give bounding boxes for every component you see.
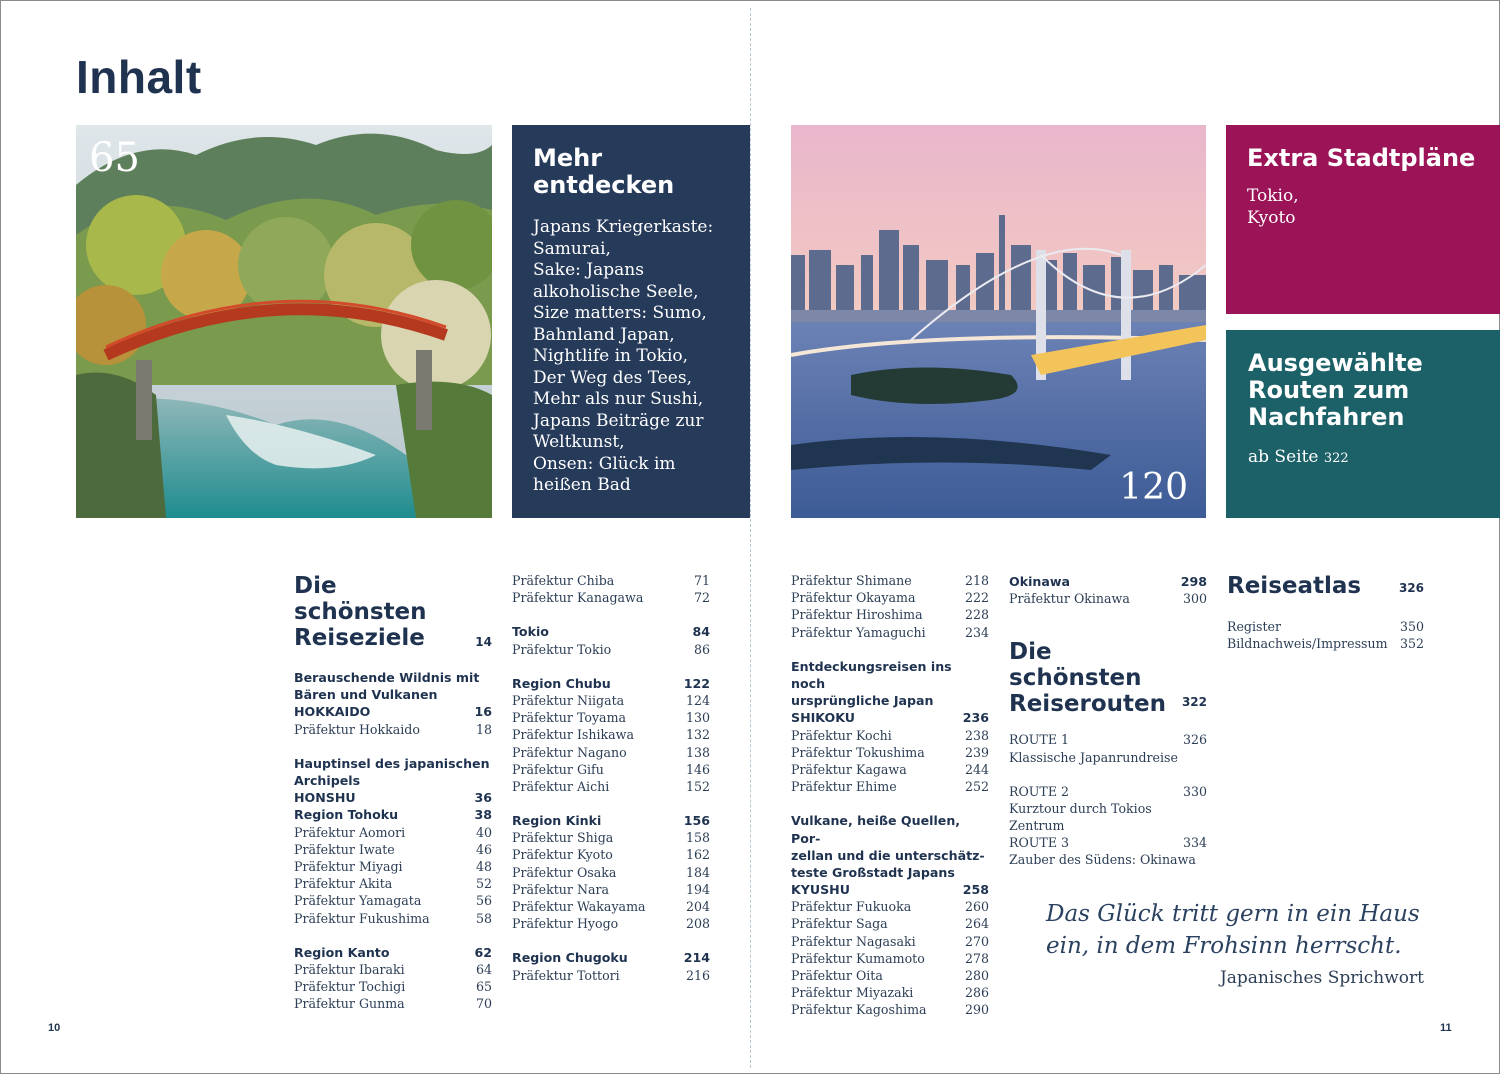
toc-entry-register[interactable] (1227, 618, 1424, 635)
toc-entry[interactable] (294, 824, 492, 841)
toc-entry-page: 64 (475, 961, 492, 977)
toc-entry[interactable] (294, 978, 492, 995)
toc-entry-label: Präfektur Yamaguchi (791, 624, 926, 640)
toc-entry-page: 228 (964, 607, 989, 623)
toc-entry[interactable] (294, 721, 492, 738)
toc-entry-label: Präfektur Tokushima (791, 744, 925, 760)
toc-entry-page: 260 (964, 899, 989, 915)
toc-entry[interactable] (294, 995, 492, 1012)
panel-mehr-entdecken (512, 125, 750, 518)
toc-entry-page: 236 (962, 710, 989, 726)
toc-entry-page: 238 (964, 727, 989, 743)
toc-entry-page: 16 (474, 704, 492, 720)
toc-entry[interactable] (294, 961, 492, 978)
panel-routen-sub-page: 322 (1323, 451, 1349, 466)
toc-entry[interactable] (512, 692, 710, 709)
toc-entry-label: Präfektur Kagoshima (791, 1002, 927, 1018)
toc-entry-hokkaido[interactable] (294, 703, 492, 720)
toc-region-desc: zellan und die unterschätz- (791, 847, 985, 863)
toc-entry[interactable] (512, 829, 710, 846)
toc-entry[interactable] (791, 1001, 989, 1018)
panel-routen-title (1248, 350, 1480, 431)
toc-entry-page: 204 (685, 899, 710, 914)
toc-entry-label: Präfektur Gunma (294, 996, 405, 1012)
panel-mehr-title-line: entdecken (533, 171, 675, 199)
toc-entry[interactable] (791, 606, 989, 623)
toc-entry[interactable] (791, 744, 989, 761)
toc-entry-label: SHIKOKU (791, 710, 855, 726)
toc-entry[interactable] (294, 875, 492, 892)
toc-entry-page: 208 (685, 916, 710, 932)
toc-entry-label: Präfektur Wakayama (512, 899, 646, 914)
panel-mehr-item: Japans Beiträge zur (533, 410, 704, 431)
toc-entry[interactable] (791, 572, 989, 589)
toc-route-label: ROUTE 1 (1009, 732, 1070, 748)
toc-entry-page: 70 (475, 996, 492, 1012)
toc-entry-label: Präfektur Kyoto (512, 847, 613, 863)
panel-stadtplaene-list (1247, 186, 1480, 229)
toc-entry-label: Präfektur Ibaraki (294, 961, 405, 977)
toc-entry-page: 290 (964, 1002, 989, 1018)
toc-entry-page: 239 (964, 744, 989, 760)
toc-entry[interactable] (791, 761, 989, 778)
panel-mehr-item: Sake: Japans (533, 260, 644, 280)
toc-entry-okinawa[interactable] (1009, 573, 1207, 590)
toc-entry-label: Region Kinki (512, 813, 602, 829)
toc-region-desc: Berauschende Wildnis mit (294, 670, 480, 685)
toc-region-desc: teste Großstadt Japans (791, 864, 955, 880)
toc-region-desc: Entdeckungsreisen ins noch (791, 658, 952, 691)
toc-entry[interactable] (512, 641, 710, 658)
toc-entry[interactable] (512, 915, 710, 932)
toc-entry-label: Region Tohoku (294, 807, 399, 823)
toc-entry-honshu[interactable] (294, 789, 492, 806)
toc-entry-page: 280 (964, 968, 989, 984)
toc-entry-kinki[interactable] (512, 812, 710, 829)
panel-mehr-item: Nightlife in Tokio, (533, 346, 689, 366)
toc-entry-page: 152 (685, 778, 710, 794)
toc-entry[interactable] (512, 726, 710, 743)
toc-entry-page: 62 (474, 944, 492, 960)
toc-entry-label: Präfektur Osaka (512, 864, 617, 880)
toc-entry-page: 194 (685, 881, 710, 897)
quote-line: ein, in dem Frohsinn herrscht. (1046, 933, 1402, 959)
toc-route-label: ROUTE 3 (1009, 835, 1070, 851)
toc-entry[interactable] (512, 572, 710, 589)
toc-entry-page: 52 (475, 876, 492, 892)
toc-entry-label: Präfektur Hiroshima (791, 607, 923, 623)
panel-extra-stadtplaene (1226, 125, 1500, 314)
toc-entry-page: 46 (475, 841, 492, 857)
photo2-page-number: 120 (1119, 467, 1188, 508)
toc-entry-page: 48 (475, 858, 492, 874)
toc-entry-label: Präfektur Niigata (512, 692, 625, 708)
toc-entry-page: 218 (964, 573, 989, 588)
toc-entry-label: Präfektur Gifu (512, 761, 604, 777)
toc-entry-chugoku[interactable] (512, 949, 710, 966)
toc-entry-label: Region Chugoku (512, 950, 628, 966)
toc-entry-label: Präfektur Akita (294, 876, 393, 892)
toc-entry-label: Präfektur Tochigi (294, 979, 406, 995)
toc-entry-page: 270 (964, 933, 989, 949)
toc-entry[interactable] (791, 778, 989, 795)
toc-entry-label: Präfektur Fukuoka (791, 899, 912, 915)
toc-entry-page: 278 (964, 950, 989, 966)
toc-section-reiseatlas[interactable] (1227, 573, 1424, 599)
page-title: Inhalt (76, 51, 202, 103)
toc-entry-label: Präfektur Shiga (512, 830, 614, 846)
toc-entry[interactable] (512, 864, 710, 881)
toc-entry-page: 156 (683, 813, 710, 829)
toc-entry-label: Präfektur Miyagi (294, 858, 403, 874)
page-number-right: 11 (1440, 1022, 1452, 1034)
page-number-left: 10 (48, 1022, 61, 1034)
photo-tokyo-rainbow-bridge-image (791, 125, 1206, 518)
toc-region-desc: Bären und Vulkanen (294, 687, 438, 703)
toc-entry[interactable] (791, 933, 989, 950)
toc-entry-label: Region Chubu (512, 675, 611, 691)
toc-route-3[interactable] (1009, 834, 1207, 868)
panel-routen-sub (1248, 447, 1480, 470)
toc-entry-page: 350 (1399, 619, 1424, 634)
toc-entry-page: 38 (474, 807, 492, 823)
toc-entry[interactable] (791, 915, 989, 932)
toc-section-page: 14 (475, 635, 492, 649)
toc-route-1[interactable] (1009, 731, 1207, 765)
toc-region-desc: Vulkane, heiße Quellen, Por- (791, 813, 961, 846)
toc-entry-label: Präfektur Iwate (294, 841, 395, 857)
toc-entry-shikoku[interactable] (791, 709, 989, 726)
toc-entry[interactable] (512, 709, 710, 726)
toc-entry-page: 234 (964, 624, 989, 640)
toc-section-title: Reiseatlas (1227, 573, 1362, 599)
toc-entry-page: 264 (964, 916, 989, 932)
toc-entry-kanto[interactable] (294, 944, 492, 961)
toc-entry[interactable] (512, 881, 710, 898)
toc-entry-tohoku[interactable] (294, 806, 492, 823)
panel-routen-title-line: Nachfahren (1248, 403, 1405, 431)
toc-entry-label: Präfektur Kumamoto (791, 950, 925, 966)
toc-entry-label: Präfektur Aichi (512, 778, 610, 794)
toc-entry-page: 216 (685, 967, 710, 983)
toc-column-2 (512, 572, 710, 984)
panel-mehr-list (533, 217, 730, 497)
toc-route-page: 334 (1182, 835, 1207, 851)
toc-section-title-line: Reiseziele (294, 625, 425, 651)
toc-entry[interactable] (512, 589, 710, 606)
panel-mehr-item: heißen Bad (533, 475, 631, 495)
spine-fold (750, 8, 751, 1068)
toc-section-title-line: Die schönsten (294, 573, 427, 625)
toc-region-desc: Archipels (294, 772, 361, 788)
panel-mehr-item: Size matters: Sumo, (533, 303, 707, 323)
panel-mehr-item: alkoholische Seele, (533, 281, 699, 302)
toc-section-reiserouten[interactable] (1009, 639, 1207, 717)
toc-entry-page: 40 (475, 824, 492, 840)
toc-entry[interactable] (791, 624, 989, 641)
toc-section-page: 326 (1398, 581, 1424, 595)
toc-entry-label: Präfektur Miyazaki (791, 985, 914, 1001)
toc-entry-page: 56 (475, 893, 492, 909)
toc-entry[interactable] (1009, 590, 1207, 607)
toc-section-title-line: Die schönsten (1009, 639, 1142, 692)
panel-routen-sub-prefix: ab Seite (1248, 447, 1319, 467)
toc-section-title-line: Reiserouten (1009, 691, 1166, 718)
toc-entry-label: Präfektur Ishikawa (512, 727, 634, 743)
toc-entry-page: 300 (1182, 591, 1207, 607)
toc-entry-label: Bildnachweis/Impressum (1227, 636, 1388, 652)
toc-entry-page: 286 (964, 985, 989, 1001)
toc-entry[interactable] (294, 892, 492, 909)
toc-entry[interactable] (791, 589, 989, 606)
quote-line: Das Glück tritt gern in ein Haus (1046, 901, 1420, 927)
toc-entry-label: Okinawa (1009, 574, 1070, 589)
toc-entry-label: Präfektur Tokio (512, 641, 612, 657)
toc-entry-page: 130 (685, 710, 710, 726)
toc-entry-label: Präfektur Okayama (791, 590, 916, 606)
toc-entry-label: Präfektur Nagasaki (791, 933, 916, 949)
toc-route-page: 326 (1182, 732, 1207, 748)
toc-route-label: ROUTE 2 (1009, 783, 1070, 799)
toc-entry-page: 258 (962, 882, 989, 898)
panel-mehr-item: Bahnland Japan, (533, 324, 675, 345)
toc-entry-page: 124 (685, 692, 710, 708)
toc-entry-page: 252 (964, 779, 989, 795)
toc-entry-page: 58 (475, 910, 492, 926)
toc-entry[interactable] (294, 841, 492, 858)
panel-routen-title-line: Routen zum (1248, 376, 1410, 404)
photo1-page-number: 65 (89, 135, 140, 181)
panel-mehr-item: Weltkunst, (533, 432, 625, 452)
toc-entry[interactable] (294, 858, 492, 875)
panel-mehr-item: Onsen: Glück im (533, 453, 676, 474)
toc-entry[interactable] (512, 898, 710, 915)
toc-entry-label: Präfektur Shimane (791, 573, 912, 588)
toc-entry-page: 132 (685, 727, 710, 743)
toc-entry-label: Präfektur Yamagata (294, 893, 422, 909)
toc-entry[interactable] (791, 984, 989, 1001)
panel-ausgewaehlte-routen (1226, 330, 1500, 518)
toc-entry-page: 222 (964, 590, 989, 606)
toc-entry-label: Präfektur Toyama (512, 710, 627, 726)
photo-shinkyo-bridge-image (76, 125, 492, 518)
toc-entry-page: 162 (685, 847, 710, 863)
toc-entry-bildnachweis[interactable] (1227, 635, 1424, 652)
toc-entry[interactable] (294, 910, 492, 927)
toc-entry-label: Präfektur Hyogo (512, 916, 619, 932)
toc-entry-page: 65 (475, 979, 492, 995)
toc-entry[interactable] (512, 967, 710, 984)
toc-entry-page: 122 (683, 675, 710, 691)
toc-entry-page: 18 (475, 721, 492, 737)
toc-section-reiseziele[interactable] (294, 573, 492, 651)
toc-route-desc: Kurztour durch Tokios Zentrum (1009, 800, 1152, 834)
panel-routen-title-line: Ausgewählte (1248, 349, 1423, 377)
toc-region-desc: Hauptinsel des japanischen (294, 755, 490, 771)
toc-entry-label: Präfektur Aomori (294, 824, 406, 840)
toc-route-2[interactable] (1009, 783, 1207, 834)
panel-mehr-title (533, 145, 730, 199)
toc-column-5 (1227, 573, 1424, 652)
toc-entry-label: Präfektur Nara (512, 881, 609, 897)
toc-entry-label: KYUSHU (791, 882, 850, 898)
toc-entry[interactable] (791, 967, 989, 984)
toc-entry-label: Präfektur Okinawa (1009, 591, 1130, 607)
toc-entry-page: 36 (474, 790, 492, 806)
toc-entry-page: 184 (685, 864, 710, 880)
toc-entry[interactable] (512, 778, 710, 795)
toc-entry-page: 244 (964, 761, 989, 777)
toc-entry-label: Präfektur Kochi (791, 727, 892, 743)
photo-tokyo-rainbow-bridge (791, 125, 1206, 518)
toc-entry[interactable] (512, 846, 710, 863)
toc-entry-label: Region Kanto (294, 944, 390, 960)
toc-entry-page: 352 (1399, 636, 1424, 652)
toc-entry-label: Präfektur Kanagawa (512, 590, 644, 606)
toc-entry-kyushu[interactable] (791, 881, 989, 898)
quote-source: Japanisches Sprichwort (1219, 968, 1424, 988)
toc-entry-label: HOKKAIDO (294, 704, 371, 720)
toc-entry-label: Tokio (512, 624, 549, 640)
toc-entry-tokio[interactable] (512, 623, 710, 640)
toc-entry-label: Präfektur Hokkaido (294, 721, 420, 737)
panel-mehr-item: Mehr als nur Sushi, (533, 389, 704, 409)
toc-route-desc: Zauber des Südens: Okinawa (1009, 852, 1196, 868)
toc-entry-label: Präfektur Fukushima (294, 910, 430, 926)
toc-entry-page: 71 (693, 573, 710, 588)
panel-mehr-item: Der Weg des Tees, (533, 367, 692, 388)
toc-entry-chubu[interactable] (512, 675, 710, 692)
toc-entry-page: 146 (685, 761, 710, 777)
toc-entry[interactable] (791, 727, 989, 744)
toc-entry-page: 72 (693, 590, 710, 606)
toc-route-desc: Klassische Japanrundreise (1009, 749, 1178, 765)
toc-entry-label: Präfektur Tottori (512, 967, 620, 983)
toc-entry-page: 84 (692, 624, 710, 640)
panel-mehr-item: Samurai, (533, 238, 611, 259)
panel-stadtplaene-item: Tokio, (1247, 186, 1299, 206)
photo-shinkyo-bridge (76, 125, 492, 518)
toc-entry-page: 86 (693, 641, 710, 657)
toc-entry[interactable] (512, 744, 710, 761)
toc-entry-label: Präfektur Ehime (791, 779, 897, 795)
toc-entry-page: 298 (1180, 574, 1207, 589)
toc-entry[interactable] (791, 950, 989, 967)
toc-entry-label: Präfektur Oita (791, 968, 883, 984)
toc-entry-label: Präfektur Nagano (512, 744, 627, 760)
toc-route-page: 330 (1182, 783, 1207, 799)
toc-entry-page: 158 (685, 830, 710, 846)
toc-column-1 (294, 573, 492, 1012)
toc-column-3 (791, 572, 989, 1019)
toc-entry-page: 214 (683, 950, 710, 966)
panel-mehr-title-line: Mehr (533, 144, 603, 172)
toc-region-desc: ursprüngliche Japan (791, 693, 934, 709)
toc-section-page: 322 (1181, 695, 1207, 710)
toc-entry[interactable] (512, 761, 710, 778)
panel-stadtplaene-title: Extra Stadtpläne (1247, 144, 1476, 172)
panel-stadtplaene-item: Kyoto (1247, 207, 1296, 228)
toc-entry-label: Register (1227, 619, 1282, 634)
toc-entry-label: Präfektur Kagawa (791, 761, 907, 777)
toc-entry-label: Präfektur Saga (791, 916, 888, 932)
toc-entry-page: 138 (685, 744, 710, 760)
panel-mehr-item: Japans Kriegerkaste: (533, 217, 714, 237)
toc-column-4 (1009, 573, 1207, 869)
toc-entry[interactable] (791, 898, 989, 915)
proverb-quote (1046, 898, 1426, 962)
toc-entry-label: HONSHU (294, 790, 356, 806)
toc-entry-label: Präfektur Chiba (512, 573, 615, 588)
